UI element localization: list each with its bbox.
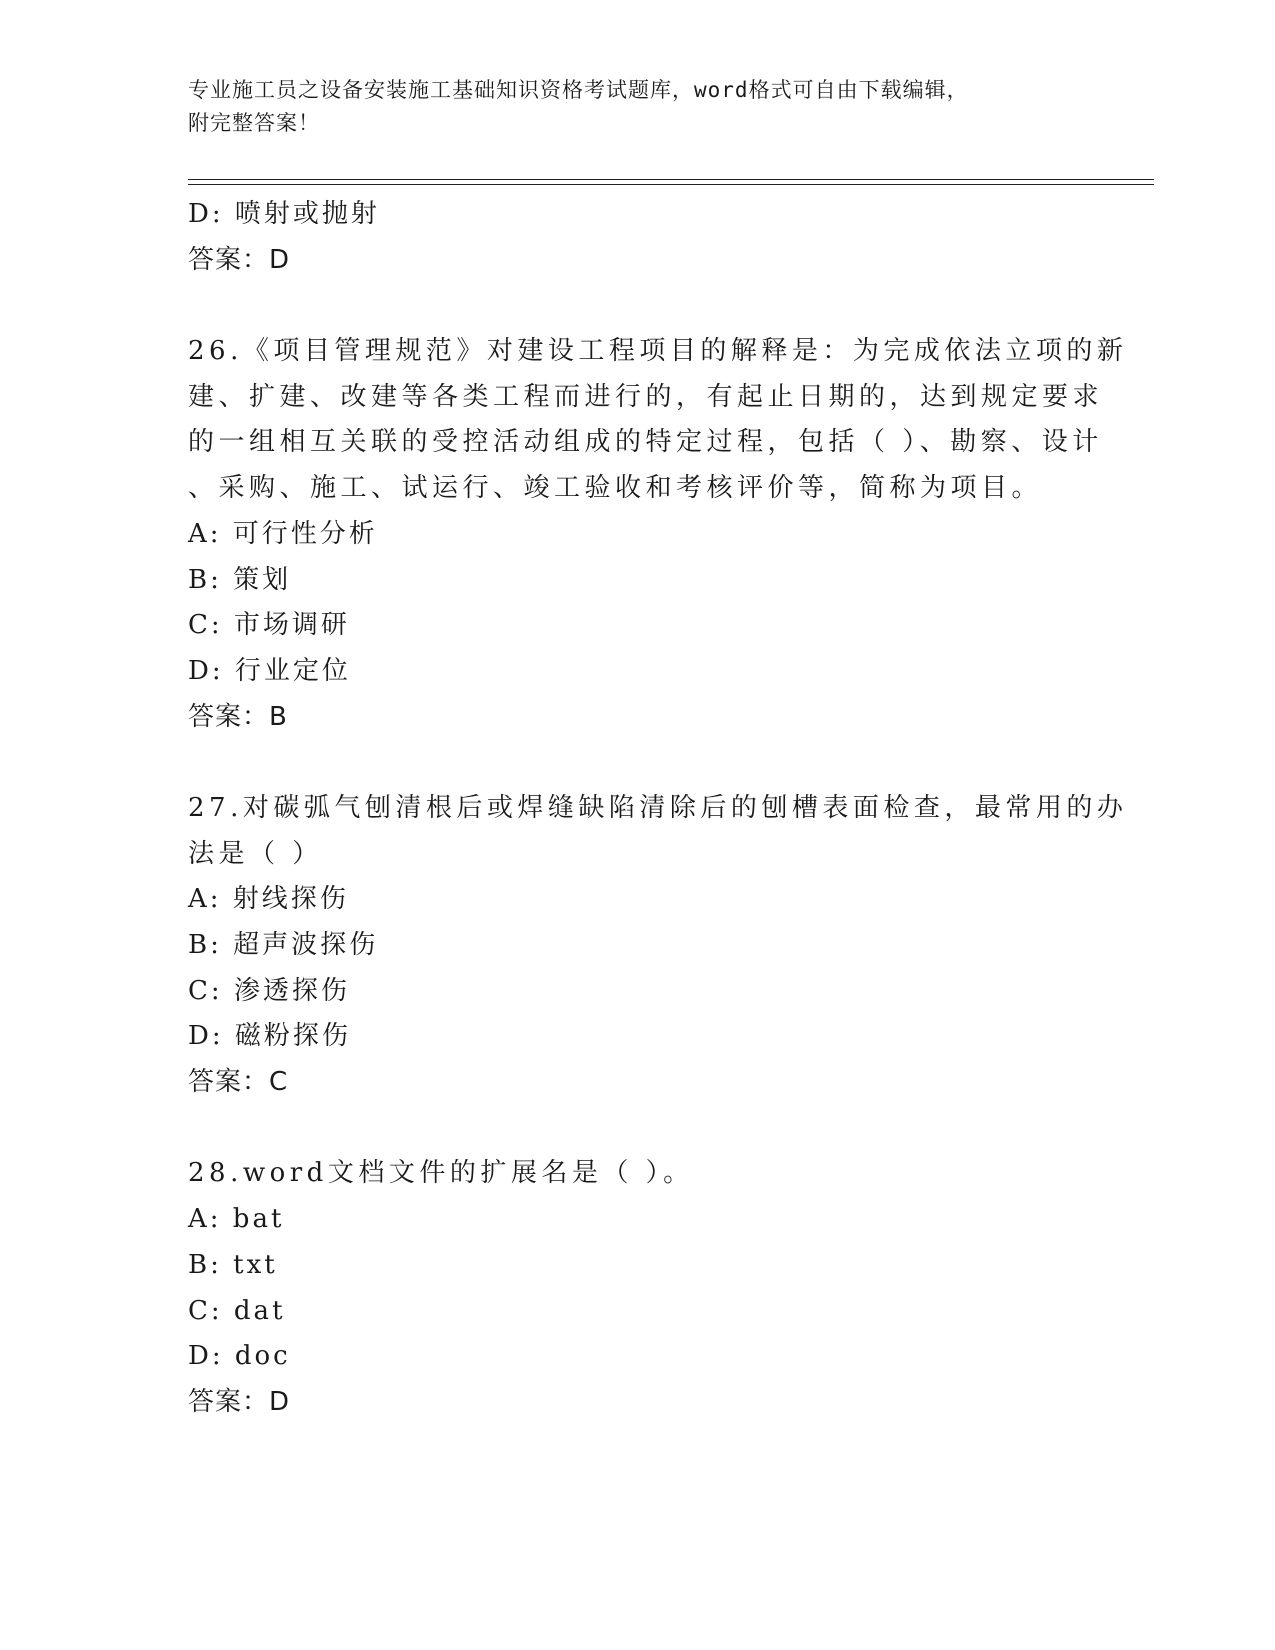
option-c: C: 市场调研: [188, 610, 350, 641]
answer-label: 答案：C: [188, 1067, 289, 1098]
option-d: D: 行业定位: [188, 655, 351, 686]
question-stem-line: 28.word文档文件的扩展名是（ ）。: [188, 1158, 694, 1189]
option-b: B: txt: [188, 1249, 278, 1280]
option-b: B: 策划: [188, 564, 292, 595]
question-26: [188, 329, 1128, 740]
header-title-line-1: 专业施工员之设备安装施工基础知识资格考试题库，word格式可自由下载编辑，: [188, 78, 969, 102]
question-list: [188, 192, 1128, 1426]
header-divider-top: [188, 179, 1154, 180]
spacer: [188, 740, 1088, 786]
option-a: A: bat: [188, 1204, 285, 1235]
option-d: D: 喷射或抛射: [188, 199, 380, 229]
option-c: C: 渗透探伤: [188, 975, 350, 1006]
question-stem-line: 27.对碳弧气刨清根后或焊缝缺陷清除后的刨槽表面检查，最常用的办: [188, 792, 1128, 823]
answer-label: 答案：D: [188, 244, 291, 275]
question-28: [188, 1151, 1088, 1425]
answer-label: 答案：D: [188, 1386, 291, 1417]
question-stem-line: 、采购、施工、试运行、竣工验收和考核评价等，简称为项目。: [188, 473, 1043, 504]
answer-label: 答案：B: [188, 701, 288, 732]
spacer: [188, 283, 1088, 329]
option-d: D: doc: [188, 1341, 291, 1372]
option-d: D: 磁粉探伤: [188, 1021, 351, 1052]
document-header: [188, 74, 1068, 140]
question-stem-line: 法是（ ）: [188, 838, 323, 869]
question-27: [188, 786, 1128, 1106]
question-stem-line: 26.《项目管理规范》对建设工程项目的解释是：为完成依法立项的新: [188, 336, 1128, 367]
option-a: A: 可行性分析: [188, 518, 378, 549]
option-a: A: 射线探伤: [188, 884, 349, 915]
question-stem-line: 建、扩建、改建等各类工程而进行的，有起止日期的，达到规定要求: [188, 381, 1104, 412]
option-c: C: dat: [188, 1295, 286, 1326]
header-divider-bottom: [188, 184, 1154, 185]
question-stem-line: 的一组相互关联的受控活动组成的特定过程，包括（ ）、勘察、设计: [188, 427, 1103, 458]
header-title-line-2: 附完整答案！: [188, 111, 320, 135]
option-b: B: 超声波探伤: [188, 930, 379, 960]
spacer: [188, 1106, 1088, 1152]
